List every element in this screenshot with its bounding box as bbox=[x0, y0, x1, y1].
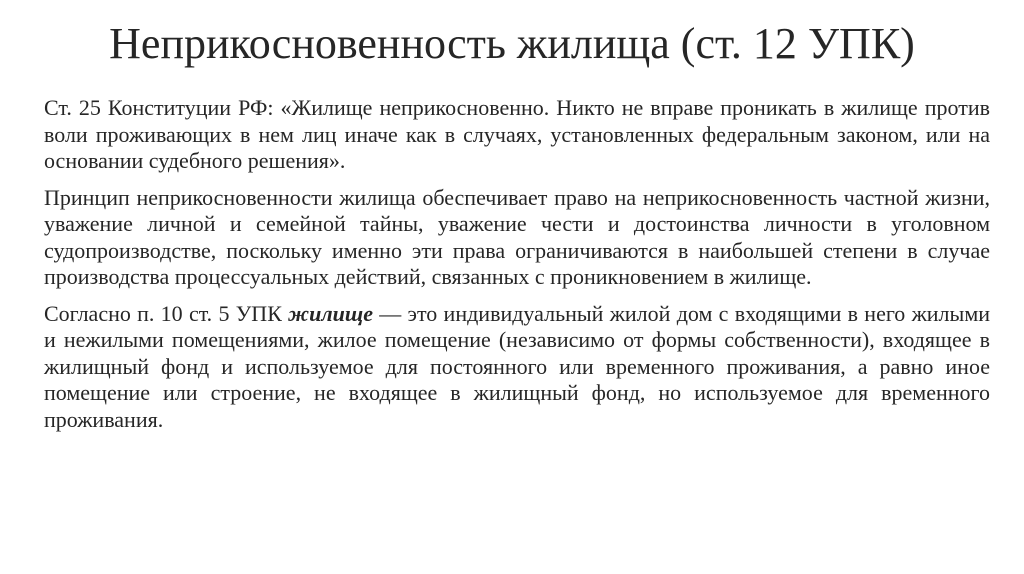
slide-title: Неприкосновенность жилища (ст. 12 УПК) bbox=[109, 19, 915, 68]
paragraph-constitution-quote: Ст. 25 Конституции РФ: «Жилище неприкосновенно. Никто не вправе проникать в жилище против воли проживающих в нем лиц иначе как в случаях, установленных федеральным законом, или на основании судебного решения». bbox=[44, 95, 990, 173]
paragraph-principle: Принцип неприкосновенности жилища обеспечивает право на неприкосновенность частной жизни, уважение личной и семейной тайны, уважение чести и достоинства личности в уголовном судопроизводстве, поскольку именно эти права ограничиваются в наибольшей степени в случае производства процессуальных действий, связанных с проникновением в жилище. bbox=[44, 184, 990, 289]
definition-prefix: Согласно п. 10 ст. 5 УПК bbox=[44, 300, 289, 326]
definition-term: жилище bbox=[288, 300, 373, 326]
paragraph-definition bbox=[44, 301, 990, 434]
definition-suffix: — это индивидуальный жилой дом с входящими в него жилыми и нежилыми помещениями, жилое помещение (независимо от формы собственности), входящее в жилищный фонд и используемое для постоянного или временного проживания, а равно иное помещение или строение, не входящее в жилищный фонд, но используемое для временного проживания. bbox=[44, 300, 991, 432]
slide-body bbox=[44, 95, 990, 443]
